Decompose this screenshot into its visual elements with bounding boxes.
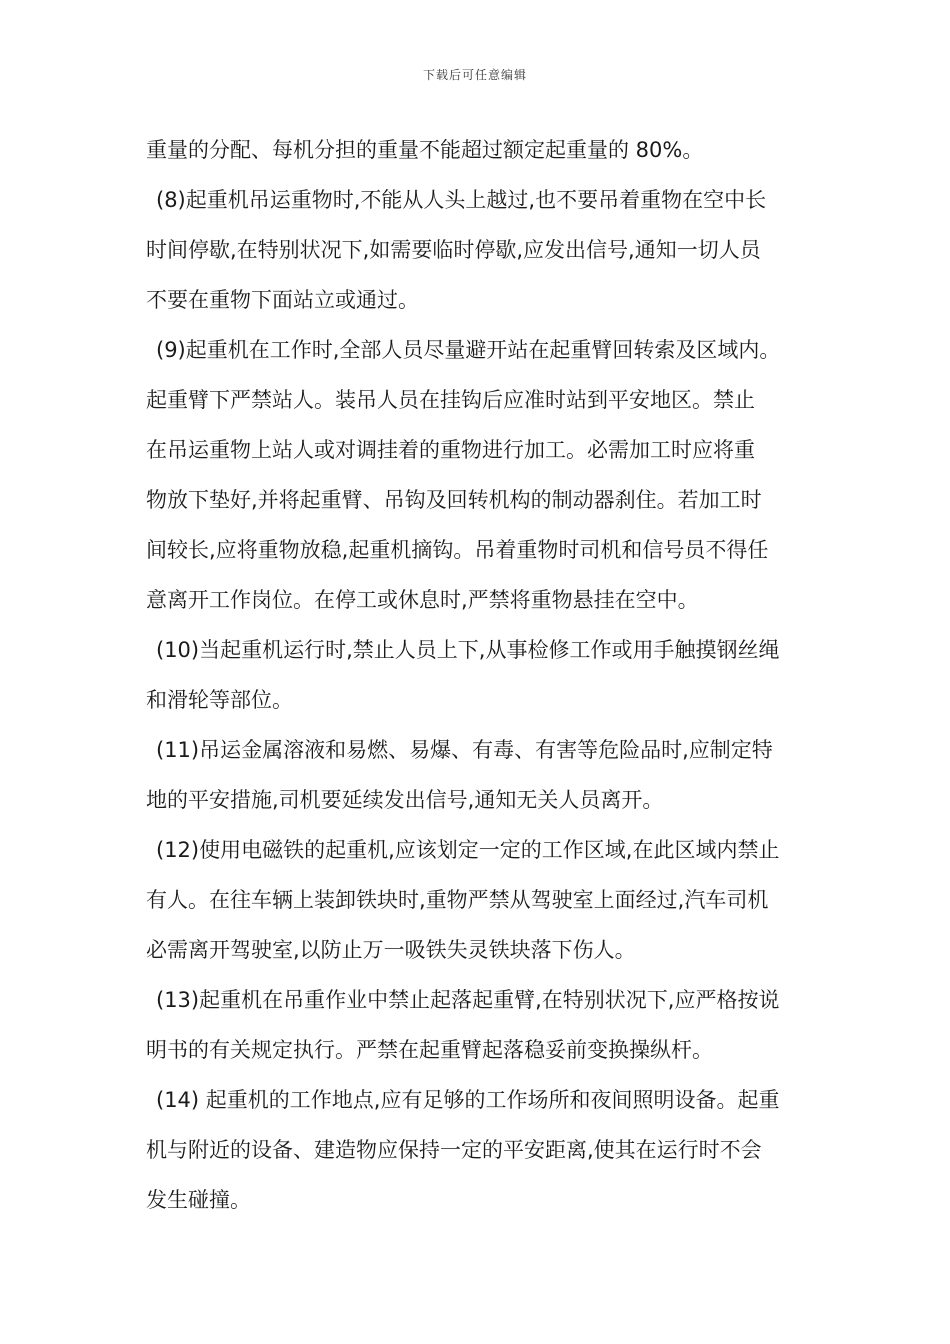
text-line: 间较长,应将重物放稳,起重机摘钩。吊着重物时司机和信号员不得任: [146, 538, 769, 562]
text-line: (13)起重机在吊重作业中禁止起落起重臂,在特别状况下,应严格按说: [156, 988, 780, 1012]
text-line: 有人。在往车辆上装卸铁块时,重物严禁从驾驶室上面经过,汽车司机: [146, 888, 769, 912]
text-line: 发生碰撞。: [146, 1188, 251, 1212]
text-line: 明书的有关规定执行。严禁在起重臂起落稳妥前变换操纵杆。: [146, 1038, 713, 1062]
text-line: 物放下垫好,并将起重臂、吊钩及回转机构的制动器刹住。若加工时: [146, 488, 762, 512]
text-line: (9)起重机在工作时,全部人员尽量避开站在起重臂回转索及区域内。: [156, 338, 781, 362]
text-line: 在吊运重物上站人或对调挂着的重物进行加工。必需加工时应将重: [146, 438, 755, 462]
text-line: 起重臂下严禁站人。装吊人员在挂钩后应准时站到平安地区。禁止: [146, 388, 755, 412]
text-line: (11)吊运金属溶液和易燃、易爆、有毒、有害等危险品时,应制定特: [156, 738, 773, 762]
text-line: (8)起重机吊运重物时,不能从人头上越过,也不要吊着重物在空中长: [156, 188, 767, 212]
text-line: 不要在重物下面站立或通过。: [146, 288, 419, 312]
text-line: (10)当起重机运行时,禁止人员上下,从事检修工作或用手触摸钢丝绳: [156, 638, 780, 662]
text-line: 重量的分配、每机分担的重量不能超过额定起重量的 80%。: [146, 138, 704, 162]
text-line: 必需离开驾驶室,以防止万一吸铁失灵铁块落下伤人。: [146, 938, 636, 962]
text-line: 时间停歇,在特别状况下,如需要临时停歇,应发出信号,通知一切人员: [146, 238, 761, 262]
text-line: 机与附近的设备、建造物应保持一定的平安距离,使其在运行时不会: [146, 1138, 762, 1162]
text-line: 和滑轮等部位。: [146, 688, 293, 712]
text-line: (12)使用电磁铁的起重机,应该划定一定的工作区域,在此区域内禁止: [156, 838, 780, 862]
document-body: [146, 125, 816, 1225]
page-header: 下载后可任意编辑: [422, 68, 527, 82]
text-line: 意离开工作岗位。在停工或休息时,严禁将重物悬挂在空中。: [146, 588, 699, 612]
text-line: (14) 起重机的工作地点,应有足够的工作场所和夜间照明设备。起重: [156, 1088, 780, 1112]
text-line: 地的平安措施,司机要延续发出信号,通知无关人员离开。: [146, 788, 664, 812]
